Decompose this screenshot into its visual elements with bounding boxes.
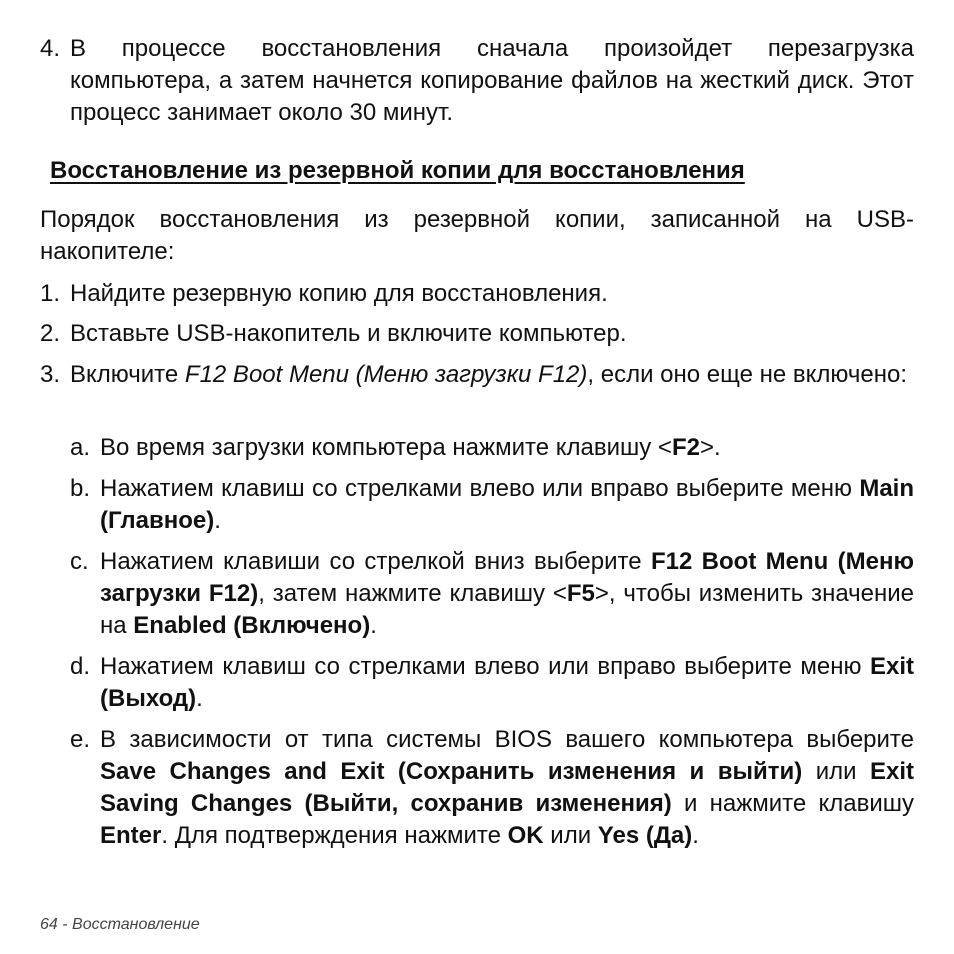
substep-text — [70, 724, 914, 852]
step-text: В процессе восстановления сначала произойдет перезагрузка компьютера, а затем начнется копирование файлов на жесткий диск. Этот процесс занимает около 30 минут. — [70, 35, 914, 126]
option-save-changes-exit: Save Changes and Exit (Сохранить изменения и выйти) — [100, 758, 803, 785]
text-run: Нажатием клавиш со стрелками влево или вправо выберите меню — [100, 653, 870, 680]
menu-exit: Exit (Выход) — [100, 653, 914, 712]
step-text: Найдите резервную копию для восстановления. — [70, 280, 608, 307]
text-run: Нажатием клавиш со стрелками влево или вправо выберите меню — [100, 475, 860, 502]
substep-e — [70, 724, 914, 852]
text-run: . — [370, 612, 377, 639]
f12-boot-menu-term: F12 Boot Menu (Меню загрузки F12) — [184, 361, 588, 388]
text-run: . Для подтверждения нажмите — [161, 822, 508, 849]
button-yes: Yes (Да) — [597, 822, 693, 849]
substep-text — [70, 473, 914, 537]
step-text — [40, 359, 914, 391]
menu-main: Main (Главное) — [100, 475, 914, 534]
value-enabled: Enabled (Включено) — [133, 612, 371, 639]
step-3 — [40, 359, 914, 391]
text-run: В зависимости от типа системы BIOS вашего компьютера выберите — [100, 726, 914, 753]
substep-d — [70, 651, 914, 715]
substep-c — [70, 546, 914, 642]
step-text: Вставьте USB-накопитель и включите компьютер. — [70, 320, 627, 347]
text-run: или — [543, 822, 598, 849]
step-number: 4. — [40, 35, 61, 62]
step-text-after: , если оно еще не включено: — [587, 361, 908, 388]
text-run: и нажмите клавишу — [671, 790, 914, 817]
substep-b — [70, 473, 914, 537]
step-number: 2. — [40, 320, 61, 347]
step-2 — [40, 318, 914, 350]
button-ok: OK — [507, 822, 544, 849]
section-heading: Восстановление из резервной копии для восстановления — [50, 157, 745, 184]
substep-a — [70, 432, 914, 464]
substep-text — [70, 432, 914, 464]
text-run: >, чтобы изменить значение на — [100, 580, 914, 639]
substep-letter: a. — [70, 434, 91, 461]
menu-f12-boot: F12 Boot Menu (Меню загрузки F12) — [100, 548, 914, 607]
step-4 — [40, 33, 914, 129]
key-f2: F2 — [671, 434, 700, 461]
text-run: . — [214, 507, 221, 534]
text-run: или — [802, 758, 870, 785]
page-footer: 64 - Восстановление — [40, 916, 200, 933]
substep-text — [70, 546, 914, 642]
text-run: >. — [699, 434, 721, 461]
substep-text — [70, 651, 914, 715]
intro-paragraph: Порядок восстановления из резервной копии, записанной на USB-накопителе: — [40, 206, 914, 265]
substep-letter: b. — [70, 475, 91, 502]
option-exit-saving-changes: Exit Saving Changes (Выйти, сохранив изменения) — [100, 758, 914, 817]
step-number: 3. — [40, 361, 61, 388]
substep-letter: d. — [70, 653, 91, 680]
text-run: . — [692, 822, 699, 849]
text-run: Нажатием клавиши со стрелкой вниз выберите — [100, 548, 651, 575]
step-text-before: Включите — [70, 361, 185, 388]
key-enter: Enter — [100, 822, 162, 849]
text-run: . — [196, 685, 203, 712]
step-1 — [40, 278, 914, 310]
substep-letter: e. — [70, 726, 91, 753]
substep-letter: c. — [70, 548, 89, 575]
step-number: 1. — [40, 280, 61, 307]
key-f5: F5 — [566, 580, 595, 607]
text-run: Во время загрузки компьютера нажмите клавишу < — [100, 434, 672, 461]
text-run: , затем нажмите клавишу < — [258, 580, 567, 607]
